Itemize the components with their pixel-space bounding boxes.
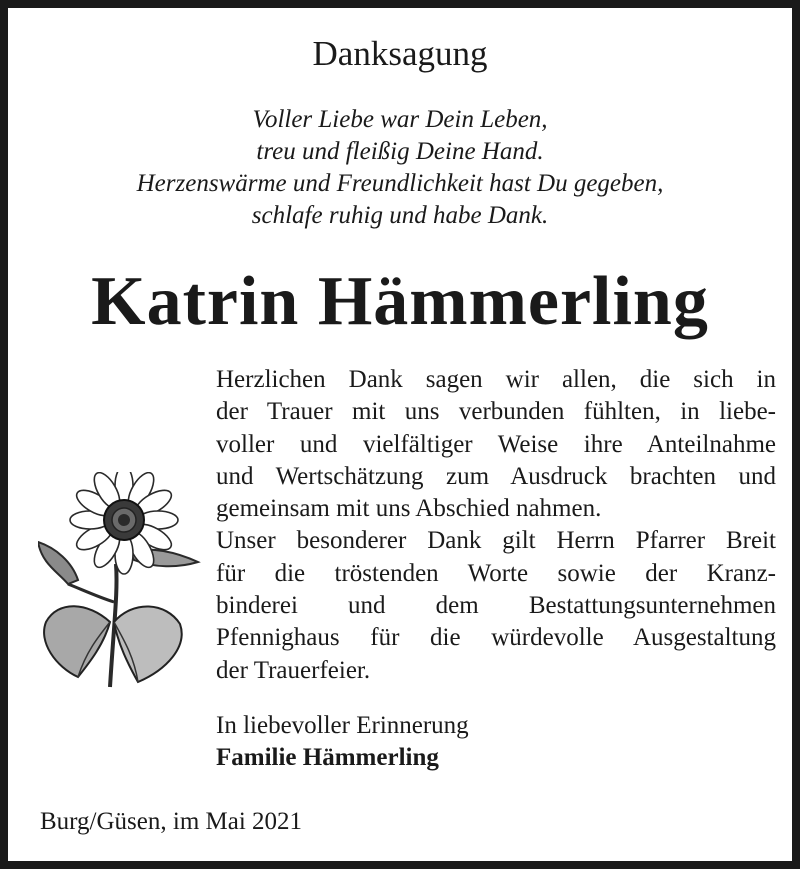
closing [216, 710, 469, 774]
thanks-line: voller und vielfältiger Weise ihre Anteilnahme [216, 430, 776, 458]
thanks-line: Herzlichen Dank sagen wir allen, die sich in [216, 366, 776, 393]
thanks-line: gemeinsam mit uns Abschied nahmen. [216, 495, 602, 523]
family-signature: Familie Hämmerling [216, 744, 439, 771]
poem-line: schlafe ruhig und habe Dank. [251, 202, 549, 229]
closing-line: In liebevoller Erinnerung [216, 712, 469, 739]
sunflower-icon [38, 472, 208, 692]
thanks-line: und Wertschätzung zum Ausdruck brachten und [216, 462, 776, 490]
thanks-line: für die tröstenden Worte sowie der Kranz- [216, 559, 776, 587]
poem [8, 104, 792, 232]
thanks-text [216, 364, 776, 687]
heading: Danksagung [312, 34, 488, 73]
thanks-line: Pfennighaus für die würdevolle Ausgestaltung [216, 624, 776, 652]
thanks-line: Unser besonderer Dank gilt Herrn Pfarrer Breit [216, 527, 776, 555]
deceased-name: Katrin Hämmerling [91, 263, 709, 340]
poem-line: treu und fleißig Deine Hand. [256, 138, 544, 165]
place-date: Burg/Güsen, im Mai 2021 [40, 808, 303, 835]
thanks-line: der Trauer mit uns verbunden fühlten, in liebe- [216, 398, 776, 426]
thanks-line: der Trauerfeier. [216, 656, 371, 684]
poem-line: Voller Liebe war Dein Leben, [252, 106, 548, 133]
thanks-line: binderei und dem Bestattungsunternehmen [216, 592, 776, 620]
poem-line: Herzenswärme und Freundlichkeit hast Du gegeben, [136, 170, 664, 197]
